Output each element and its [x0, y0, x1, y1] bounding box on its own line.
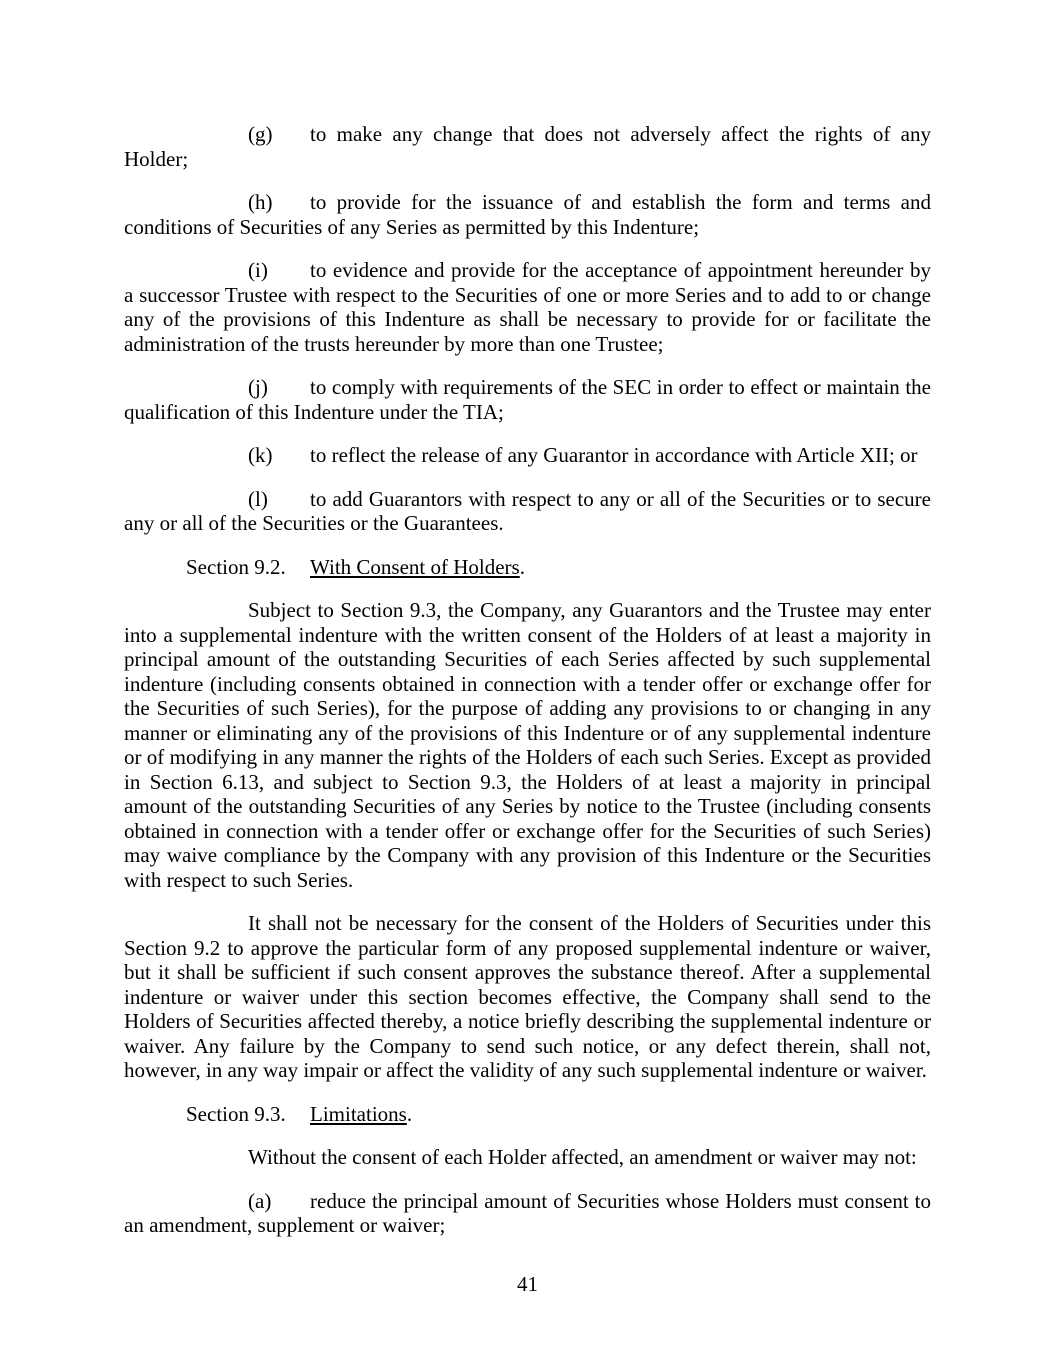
- clause-a: [124, 1189, 931, 1238]
- clause-text: to make any change that does not adversely affect the rights of any Holder;: [124, 122, 931, 171]
- section-title: With Consent of Holders: [310, 554, 520, 579]
- clause-text: to evidence and provide for the acceptance of appointment hereunder by a successor Trustee with respect to the Securities of one or more Series and to add to or change any of the provisions of this Indenture as shall be necessary to provide for or facilitate the administration of the trusts hereunder by more than one Trustee;: [124, 258, 931, 356]
- clause-k: [124, 443, 931, 468]
- section-9-2-paragraph-2: It shall not be necessary for the consent of the Holders of Securities under this Section 9.2 to approve the particular form of any proposed supplemental indenture or waiver, but it shall be sufficient if such consent approves the substance thereof. After a supplemental indenture or waiver under this section becomes effective, the Company shall send to the Holders of Securities affected thereby, a notice briefly describing the supplemental indenture or waiver. Any failure by the Company to send such notice, or any defect therein, shall not, however, in any way impair or affect the validity of any such supplemental indenture or waiver.: [124, 911, 931, 1082]
- section-number: Section 9.3.: [186, 1101, 286, 1126]
- clause-h: [124, 190, 931, 239]
- clause-text: to reflect the release of any Guarantor in accordance with Article XII; or: [310, 443, 918, 467]
- clause-label: (i): [248, 258, 268, 282]
- document-body: [124, 122, 931, 1257]
- clause-label: (h): [248, 190, 273, 214]
- section-9-2-heading: [124, 555, 931, 580]
- clause-label: (l): [248, 486, 268, 511]
- page-number: 41: [517, 1272, 538, 1296]
- section-title-period: .: [519, 554, 525, 579]
- clause-text: to comply with requirements of the SEC in order to effect or maintain the qualification of this Indenture under the TIA;: [124, 375, 931, 424]
- section-number: Section 9.2.: [186, 554, 286, 579]
- clause-text: to add Guarantors with respect to any or all of the Securities or to secure any or all of the Securities or the Guarantees.: [124, 486, 931, 535]
- clause-l: [124, 487, 931, 536]
- clause-label: (j): [248, 375, 268, 399]
- clause-label: (k): [248, 443, 273, 467]
- clause-i: [124, 258, 931, 356]
- clause-j: [124, 375, 931, 424]
- clause-g: [124, 122, 931, 171]
- clause-text: reduce the principal amount of Securities whose Holders must consent to an amendment, supplement or waiver;: [124, 1188, 931, 1237]
- section-title-period: .: [406, 1101, 413, 1126]
- clause-label: (a): [248, 1188, 272, 1213]
- section-9-2-paragraph-1: Subject to Section 9.3, the Company, any Guarantors and the Trustee may enter into a supplemental indenture with the written consent of the Holders of at least a majority in principal amount of the outstanding Securities of each Series affected by such supplemental indenture (including consents obtained in connection with a tender offer or exchange offer for the Securities of such Series), for the purpose of adding any provisions to or changing in any manner or eliminating any of the provisions of this Indenture or of any supplemental indenture or of modifying in any manner the rights of the Holders of each such Series. Except as provided in Section 6.13, and subject to Section 9.3, the Holders of at least a majority in principal amount of the outstanding Securities of any Series by notice to the Trustee (including consents obtained in connection with a tender offer or exchange offer for the Securities of such Series) may waive compliance by the Company with any provision of this Indenture or the Securities with respect to such Series.: [124, 598, 931, 892]
- clause-text: to provide for the issuance of and establish the form and terms and conditions of Securities of any Series as permitted by this Indenture;: [124, 190, 931, 239]
- section-title: Limitations: [310, 1101, 407, 1126]
- section-9-3-intro: Without the consent of each Holder affected, an amendment or waiver may not:: [248, 1145, 917, 1169]
- clause-label: (g): [248, 122, 273, 146]
- section-9-3-heading: [124, 1102, 931, 1127]
